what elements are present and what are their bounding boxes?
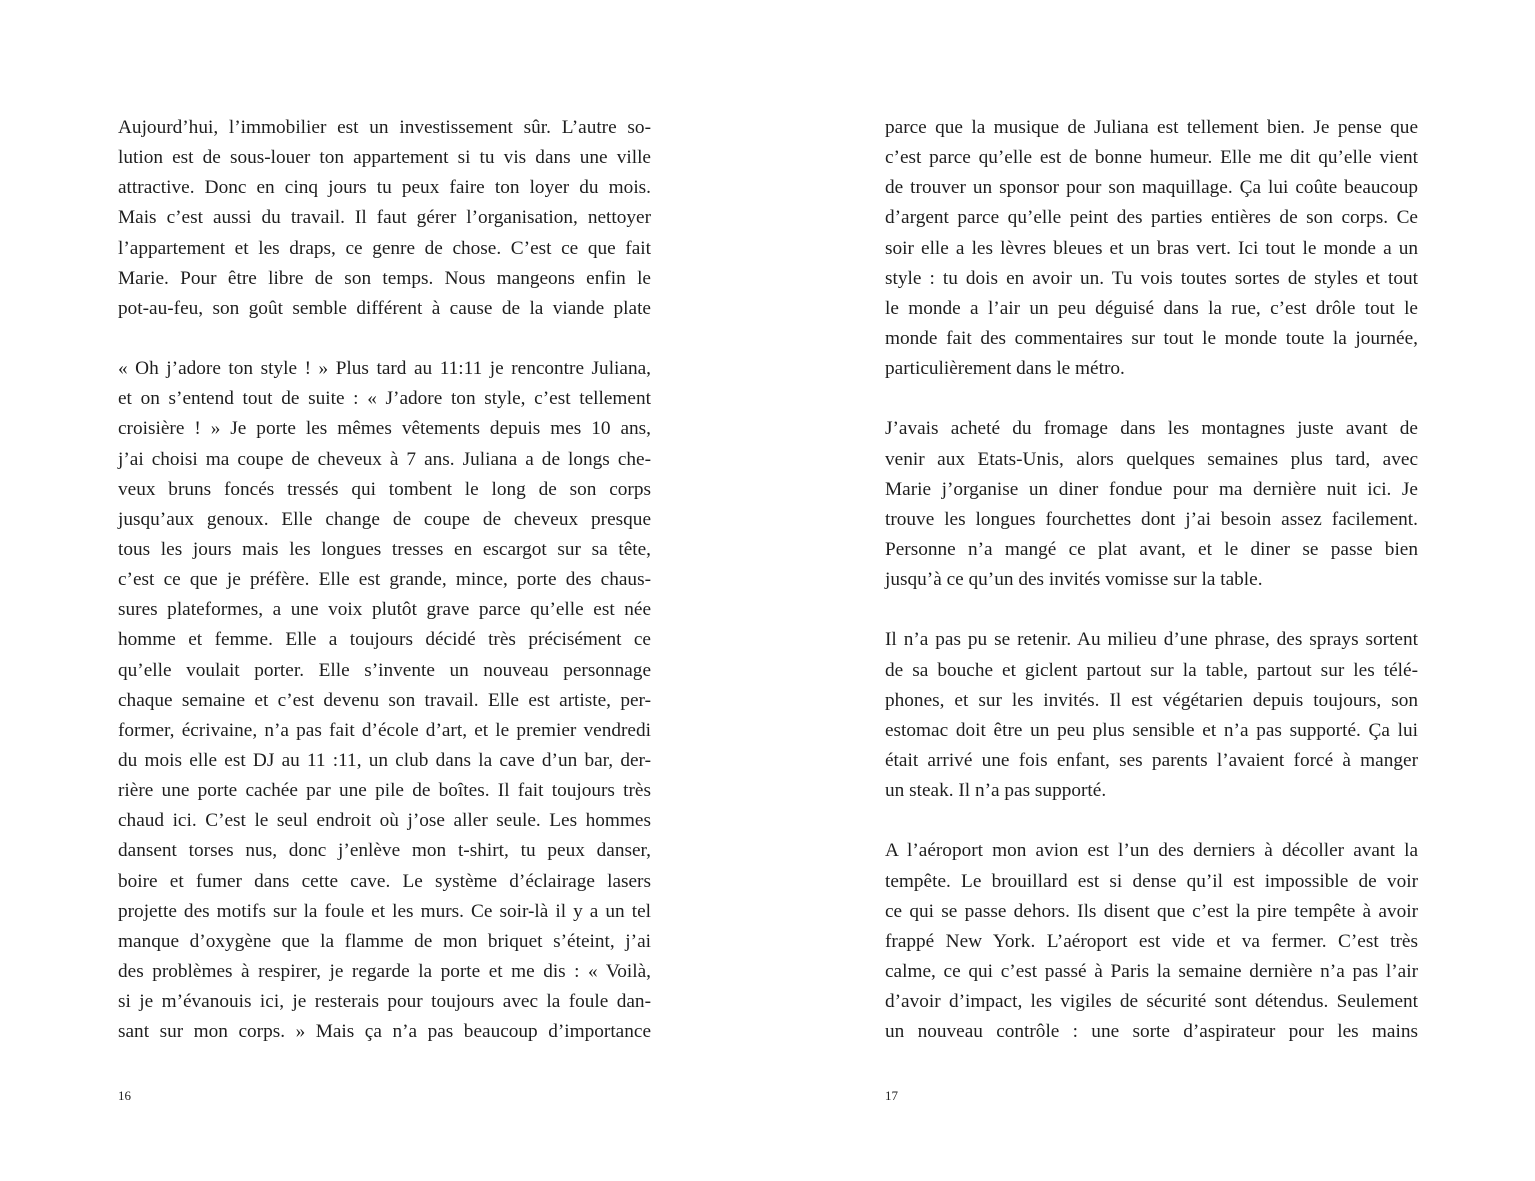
text-line: d’argent parce qu’elle peint des parties entières de son corps. Ce: [885, 207, 1418, 229]
text-line: Aujourd’hui, l’immobilier est un investissement sûr. L’autre so-: [118, 117, 651, 138]
text-line: Il n’a pas pu se retenir. Au milieu d’une phrase, des sprays sortent: [885, 629, 1418, 651]
paragraph-gap: [885, 384, 1418, 414]
text-line: phones, et sur les invités. Il est végétarien depuis toujours, son: [885, 689, 1418, 711]
text-line: ce qui se passe dehors. Ils disent que c’est la pire tempête à avoir: [885, 900, 1418, 922]
text-line: estomac doit être un peu plus sensible et n’a pas supporté. Ça lui: [885, 719, 1418, 741]
text-line: chaud ici. C’est le seul endroit où j’ose aller seule. Les hommes: [118, 810, 651, 832]
text-line: pot-au-feu, son goût semble différent à cause de la viande plate: [118, 297, 651, 319]
text-line: tempête. Le brouillard est si dense qu’il est impossible de voir: [885, 870, 1418, 892]
text-line: rière une porte cachée par une pile de boîtes. Il fait toujours très: [118, 780, 651, 802]
paragraph: [118, 113, 651, 324]
text-line: J’avais acheté du fromage dans les montagnes juste avant de: [885, 418, 1418, 440]
text-line: manque d’oxygène que la flamme de mon briquet s’éteint, j’ai: [118, 930, 651, 952]
text-line: jusqu’aux genoux. Elle change de coupe de cheveux presque: [118, 508, 651, 530]
page-number-right: 17: [885, 1088, 898, 1103]
text-line: était arrivé une fois enfant, ses parents l’avaient forcé à manger: [885, 749, 1418, 771]
paragraph-gap: [118, 324, 651, 354]
text-line: tous les jours mais les longues tresses en escargot sur sa tête,: [118, 538, 651, 560]
text-line: Mais c’est aussi du travail. Il faut gérer l’organisation, nettoyer: [118, 207, 651, 229]
text-line: soir elle a les lèvres bleues et un bras vert. Ici tout le monde a un: [885, 237, 1418, 259]
text-line: du mois elle est DJ au 11 :11, un club dans la cave d’un bar, der-: [118, 749, 651, 771]
page-number-left: 16: [118, 1088, 131, 1103]
text-line: c’est ce que je préfère. Elle est grande, mince, porte des chaus-: [118, 569, 651, 591]
text-line: parce que la musique de Juliana est tellement bien. Je pense que: [885, 117, 1418, 138]
paragraph-gap: [885, 595, 1418, 625]
text-line: monde fait des commentaires sur tout le monde toute la journée,: [885, 327, 1418, 349]
text-line: Marie j’organise un diner fondue pour ma dernière nuit ici. Je: [885, 478, 1418, 500]
text-line: projette des motifs sur la foule et les murs. Ce soir-là il y a un tel: [118, 900, 651, 922]
text-line: veux bruns foncés tressés qui tombent le long de son corps: [118, 478, 651, 500]
text-line: qu’elle voulait porter. Elle s’invente un nouveau personnage: [118, 659, 651, 681]
text-line: calme, ce qui c’est passé à Paris la semaine dernière n’a pas l’air: [885, 960, 1418, 982]
text-line: chaque semaine et c’est devenu son travail. Elle est artiste, per-: [118, 689, 651, 711]
paragraph: [118, 354, 651, 1047]
text-line: j’ai choisi ma coupe de cheveux à 7 ans. Juliana a de longs che-: [118, 448, 651, 470]
text-line: croisière ! » Je porte les mêmes vêtements depuis mes 10 ans,: [118, 418, 651, 440]
text-line: de sa bouche et giclent partout sur la table, partout sur les télé-: [885, 659, 1418, 681]
text-line: jusqu’à ce qu’un des invités vomisse sur la table.: [885, 569, 1263, 591]
text-line: si je m’évanouis ici, je resterais pour toujours avec la foule dan-: [118, 991, 651, 1013]
text-line: venir aux Etats-Unis, alors quelques semaines plus tard, avec: [885, 448, 1418, 470]
text-line: un steak. Il n’a pas supporté.: [885, 780, 1107, 802]
text-line: Personne n’a mangé ce plat avant, et le diner se passe bien: [885, 538, 1418, 560]
paragraph: [885, 414, 1418, 595]
paragraph: [885, 836, 1418, 1047]
text-line: boire et fumer dans cette cave. Le système d’éclairage lasers: [118, 870, 651, 892]
text-line: dansent torses nus, donc j’enlève mon t-shirt, tu peux danser,: [118, 840, 651, 862]
text-line: sures plateformes, a une voix plutôt grave parce qu’elle est née: [118, 599, 651, 621]
text-line: trouve les longues fourchettes dont j’ai besoin assez facilement.: [885, 508, 1418, 530]
paragraph: [885, 113, 1418, 384]
paragraph: [885, 625, 1418, 806]
text-line: c’est parce qu’elle est de bonne humeur. Elle me dit qu’elle vient: [885, 147, 1418, 169]
text-line: « Oh j’adore ton style ! » Plus tard au 11:11 je rencontre Juliana,: [118, 358, 651, 380]
text-line: un nouveau contrôle : une sorte d’aspirateur pour les mains: [885, 1021, 1418, 1043]
text-line: d’avoir d’impact, les vigiles de sécurité sont détendus. Seulement: [885, 991, 1418, 1013]
left-page-text: [118, 113, 651, 1047]
text-line: former, écrivaine, n’a pas fait d’école d’art, et le premier vendredi: [118, 719, 651, 741]
text-line: le monde a l’air un peu déguisé dans la rue, c’est drôle tout le: [885, 297, 1418, 319]
text-line: l’appartement et les draps, ce genre de chose. C’est ce que fait: [118, 237, 651, 259]
text-line: attractive. Donc en cinq jours tu peux faire ton loyer du mois.: [118, 177, 651, 199]
text-line: style : tu dois en avoir un. Tu vois toutes sortes de styles et tout: [885, 267, 1418, 289]
text-line: des problèmes à respirer, je regarde la porte et me dis : « Voilà,: [118, 960, 651, 982]
right-page-text: [885, 113, 1418, 1047]
text-line: sant sur mon corps. » Mais ça n’a pas beaucoup d’importance: [118, 1021, 651, 1043]
text-line: Marie. Pour être libre de son temps. Nous mangeons enfin le: [118, 267, 651, 289]
text-line: et on s’entend tout de suite : « J’adore ton style, c’est tellement: [118, 388, 651, 410]
text-line: lution est de sous-louer ton appartement si tu vis dans une ville: [118, 147, 651, 169]
text-line: homme et femme. Elle a toujours décidé très précisément ce: [118, 629, 651, 651]
text-line: frappé New York. L’aéroport est vide et va fermer. C’est très: [885, 930, 1418, 952]
text-line: A l’aéroport mon avion est l’un des derniers à décoller avant la: [885, 840, 1418, 862]
paragraph-gap: [885, 806, 1418, 836]
text-line: de trouver un sponsor pour son maquillage. Ça lui coûte beaucoup: [885, 177, 1418, 199]
text-line: particulièrement dans le métro.: [885, 358, 1125, 380]
